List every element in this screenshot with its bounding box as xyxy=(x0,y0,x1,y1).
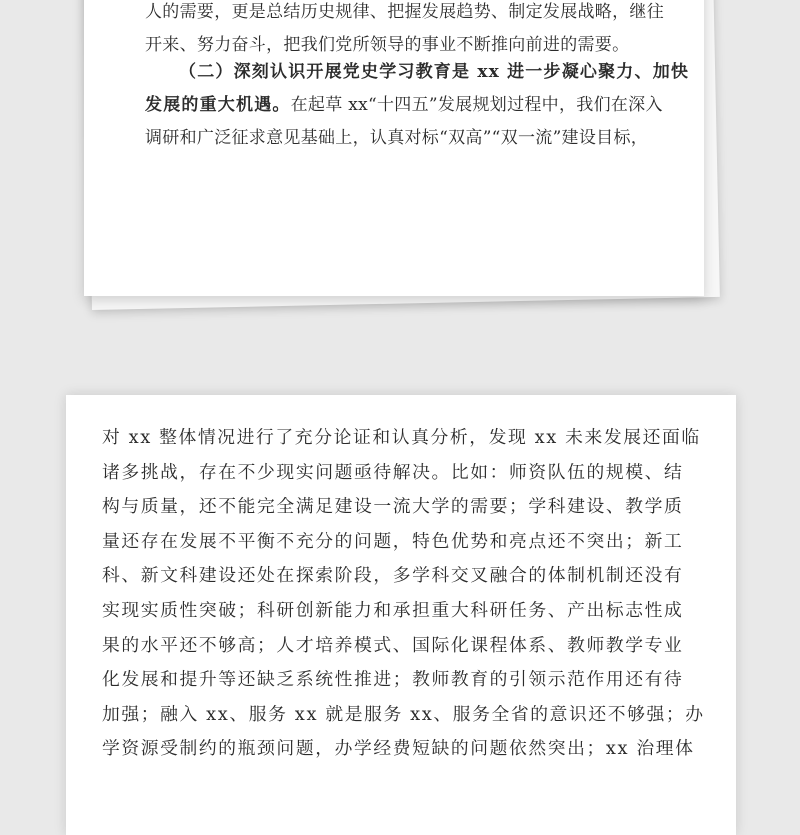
text-line: 人的需要，更是总结历史规律、把握发展趋势、制定发展战略，继往 xyxy=(145,2,664,22)
document-page-top xyxy=(84,0,704,296)
text-line: 果的水平还不够高；人才培养模式、国际化课程体系、教师教学专业 xyxy=(102,634,684,656)
text-line: 诸多挑战，存在不少现实问题亟待解决。比如：师资队伍的规模、结 xyxy=(102,461,684,483)
text-line xyxy=(145,89,675,122)
document-page-bottom xyxy=(66,395,736,835)
text-line: 学资源受制约的瓶颈问题，办学经费短缺的问题依然突出；xx 治理体 xyxy=(102,738,695,760)
body-paragraph xyxy=(102,421,705,767)
text-line: 化发展和提升等还缺乏系统性推进；教师教育的引领示范作用还有待 xyxy=(102,669,684,691)
paragraph-continuation xyxy=(145,0,675,62)
text-line: 对 xx 整体情况进行了充分论证和认真分析，发现 xx 未来发展还面临 xyxy=(102,427,701,448)
section-paragraph-2 xyxy=(145,56,690,155)
text-line: 调研和广泛征求意见基础上，认真对标“双高”“双一流”建设目标， xyxy=(145,128,649,148)
text-line: 开来、努力奋斗，把我们党所领导的事业不断推向前进的需要。 xyxy=(145,35,630,55)
text-line: 科、新文科建设还处在探索阶段，多学科交叉融合的体制机制还没有 xyxy=(102,565,684,587)
section-heading-end: 发展的重大机遇。 xyxy=(145,95,291,115)
text-line: 构与质量，还不能完全满足建设一流大学的需要；学科建设、教学质 xyxy=(102,496,684,518)
text-line: 量还存在发展不平衡不充分的问题，特色优势和亮点还不突出；新工 xyxy=(102,530,684,552)
text-line: 加强；融入 xx、服务 xx 就是服务 xx、服务全省的意识还不够强；办 xyxy=(102,703,705,725)
text-line: 实现实质性突破；科研创新能力和承担重大科研任务、产出标志性成 xyxy=(102,599,684,621)
section-heading: （二）深刻认识开展党史学习教育是 xx 进一步凝心聚力、加快 xyxy=(179,62,690,82)
text-run: 在起草 xx“十四五”发展规划过程中，我们在深入 xyxy=(290,95,663,115)
